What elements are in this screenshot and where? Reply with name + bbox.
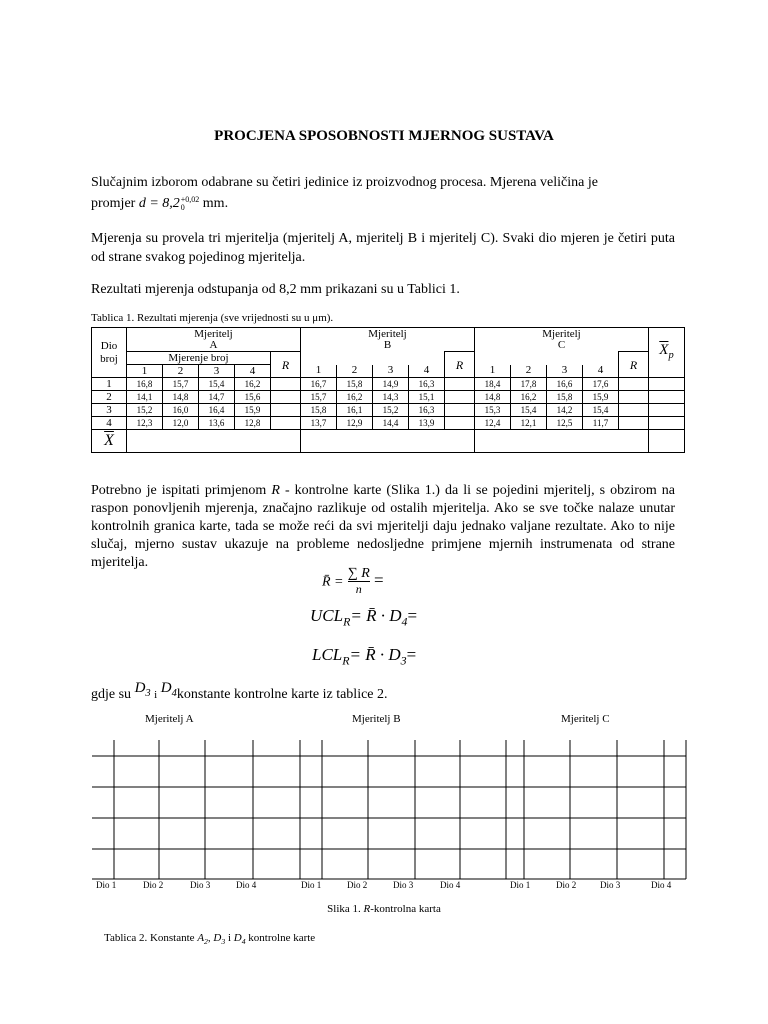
- measurement-cell: 15,8: [337, 378, 373, 391]
- header-trial: 1: [127, 365, 163, 378]
- measurement-cell: 15,9: [235, 404, 271, 417]
- header-r-c: R: [619, 352, 649, 378]
- measurement-cell: 14,2: [547, 404, 583, 417]
- chart-label-b: Mjeritelj B: [352, 713, 401, 725]
- header-trial: 4: [583, 365, 619, 378]
- measurement-cell: 16,3: [409, 378, 445, 391]
- measurement-cell: 15,4: [583, 404, 619, 417]
- header-appraiser-a: Mjeritelj A: [127, 328, 301, 352]
- measurement-cell: 14,8: [163, 391, 199, 404]
- header-trial: 3: [373, 365, 409, 378]
- dio-label: Dio 1: [510, 880, 531, 890]
- measurement-cell: 15,7: [301, 391, 337, 404]
- dio-label: Dio 3: [393, 880, 414, 890]
- measurement-cell: 16,3: [409, 404, 445, 417]
- header-trial: 3: [199, 365, 235, 378]
- measurement-cell: 16,8: [127, 378, 163, 391]
- figure-caption: Slika 1. R-kontrolna karta: [327, 903, 441, 915]
- header-trial: 2: [511, 365, 547, 378]
- part-number: 3: [92, 404, 127, 417]
- page-title: PROCJENA SPOSOBNOSTI MJERNOG SUSTAVA: [214, 128, 554, 144]
- header-trial: 1: [301, 365, 337, 378]
- measurement-cell: 12,4: [475, 417, 511, 430]
- dio-label: Dio 1: [96, 880, 117, 890]
- measurement-cell: 15,1: [409, 391, 445, 404]
- dio-label: Dio 2: [556, 880, 577, 890]
- dio-label: Dio 4: [651, 880, 672, 890]
- measurement-cell: 16,6: [547, 378, 583, 391]
- measurement-cell: 16,2: [337, 391, 373, 404]
- measurement-cell: 12,3: [127, 417, 163, 430]
- header-trial: 4: [235, 365, 271, 378]
- header-appraiser-c: Mjeritelj C: [475, 328, 649, 352]
- measurement-cell: 15,8: [547, 391, 583, 404]
- measurement-cell: 11,7: [583, 417, 619, 430]
- chart-label-c: Mjeritelj C: [561, 713, 610, 725]
- measurement-cell: 14,1: [127, 391, 163, 404]
- header-xp: $\overline{X}_p$: [649, 328, 685, 378]
- rbar-formula: R̄ = $\frac{\sum R}{n}$ =: [322, 566, 384, 596]
- dio-label: Dio 1: [301, 880, 322, 890]
- measurement-cell: 13,7: [301, 417, 337, 430]
- measurement-cell: 15,4: [199, 378, 235, 391]
- dio-label: Dio 2: [347, 880, 368, 890]
- dio-label: Dio 3: [600, 880, 621, 890]
- dio-label: Dio 4: [236, 880, 257, 890]
- measurement-cell: 12,9: [337, 417, 373, 430]
- header-trial: 1: [475, 365, 511, 378]
- measurement-cell: 12,8: [235, 417, 271, 430]
- measurement-cell: 16,4: [199, 404, 235, 417]
- measurement-cell: 15,4: [511, 404, 547, 417]
- header-r-b: R: [445, 352, 475, 378]
- measurement-cell: 16,7: [301, 378, 337, 391]
- measurement-cell: 14,3: [373, 391, 409, 404]
- measurement-cell: 15,3: [475, 404, 511, 417]
- measurement-cell: 15,9: [583, 391, 619, 404]
- lcl-formula: $LCL_R=$ R̄ · $D_3=$: [312, 645, 417, 668]
- measurement-cell: 15,8: [301, 404, 337, 417]
- appraisers-paragraph: Mjerenja su provela tri mjeritelja (mjeritelj A, mjeritelj B i mjeritelj C). Svaki dio mjeren je četiri puta od strane svakog pojedinog mjeritelja.: [91, 231, 675, 265]
- chart-label-a: Mjeritelj A: [145, 713, 194, 725]
- measurement-cell: 12,5: [547, 417, 583, 430]
- intro-line2: promjer d = 8,2 +0,02 0 mm.: [91, 194, 229, 212]
- header-mjerenje-broj: Mjerenje broj: [127, 352, 271, 365]
- measurement-cell: 12,1: [511, 417, 547, 430]
- measurement-cell: 15,2: [127, 404, 163, 417]
- task-paragraph: Potrebno je ispitati primjenom R - kontrolne karte (Slika 1.) da li se pojedini mjeritelj, s obzirom na raspon ponovljenih mjerenja, značajno razlikuje od ostalih mjeritelja. Ako se sve točke nalaze unutar kontrolnih granica karte, tada se može reći da svi mjeritelji daju jednako valjane rezultate. Ako to nije slučaj, mjerno sustav ukazuje na probleme nedosljedne primjene mjernih instrumenata od strane mjeritelja.: [91, 483, 676, 570]
- measurement-cell: 14,7: [199, 391, 235, 404]
- table1-caption: Tablica 1. Rezultati mjerenja (sve vrijednosti su u μm).: [91, 312, 334, 324]
- part-number: 1: [92, 378, 127, 391]
- measurement-cell: 13,6: [199, 417, 235, 430]
- dio-label: Dio 2: [143, 880, 164, 890]
- header-appraiser-b: Mjeritelj B: [301, 328, 475, 352]
- measurement-cell: 17,8: [511, 378, 547, 391]
- measurement-cell: 14,8: [475, 391, 511, 404]
- xbar-label: $\overline{X}$: [92, 430, 127, 453]
- part-number: 4: [92, 417, 127, 430]
- part-number: 2: [92, 391, 127, 404]
- intro-line1: Slučajnim izborom odabrane su četiri jedinice iz proizvodnog procesa. Mjerena veličina je: [91, 175, 598, 190]
- diameter-formula: d = 8,2: [138, 196, 180, 211]
- table2-caption: Tablica 2. Konstante $A_2$, $D_3$ i $D_4$ kontrolne karte: [104, 932, 316, 947]
- header-trial: 3: [547, 365, 583, 378]
- tolerance: +0,02 0: [180, 194, 200, 212]
- measurement-cell: 14,4: [373, 417, 409, 430]
- measurement-cell: 16,0: [163, 404, 199, 417]
- measurement-cell: 15,2: [373, 404, 409, 417]
- constants-sentence: gdje su $D_3$ i $D_4konstante$ kontrolne karte iz tablice 2.: [91, 680, 388, 702]
- measurement-cell: 15,7: [163, 378, 199, 391]
- dio-label: Dio 4: [440, 880, 461, 890]
- header-dio-broj: Dio broj: [92, 328, 127, 378]
- header-r-a: R: [271, 352, 301, 378]
- ucl-formula: $UCL_R=$ R̄ · $D_4=$: [310, 606, 418, 629]
- header-trial: 2: [163, 365, 199, 378]
- header-trial: 4: [409, 365, 445, 378]
- results-paragraph: Rezultati mjerenja odstupanja od 8,2 mm prikazani su u Tablici 1.: [91, 282, 460, 297]
- measurement-cell: 18,4: [475, 378, 511, 391]
- dio-label: Dio 3: [190, 880, 211, 890]
- measurement-cell: 16,2: [511, 391, 547, 404]
- measurement-cell: 12,0: [163, 417, 199, 430]
- measurement-cell: 13,9: [409, 417, 445, 430]
- measurement-cell: 14,9: [373, 378, 409, 391]
- measurement-cell: 17,6: [583, 378, 619, 391]
- measurement-cell: 16,2: [235, 378, 271, 391]
- measurement-cell: 16,1: [337, 404, 373, 417]
- header-trial: 2: [337, 365, 373, 378]
- measurement-cell: 15,6: [235, 391, 271, 404]
